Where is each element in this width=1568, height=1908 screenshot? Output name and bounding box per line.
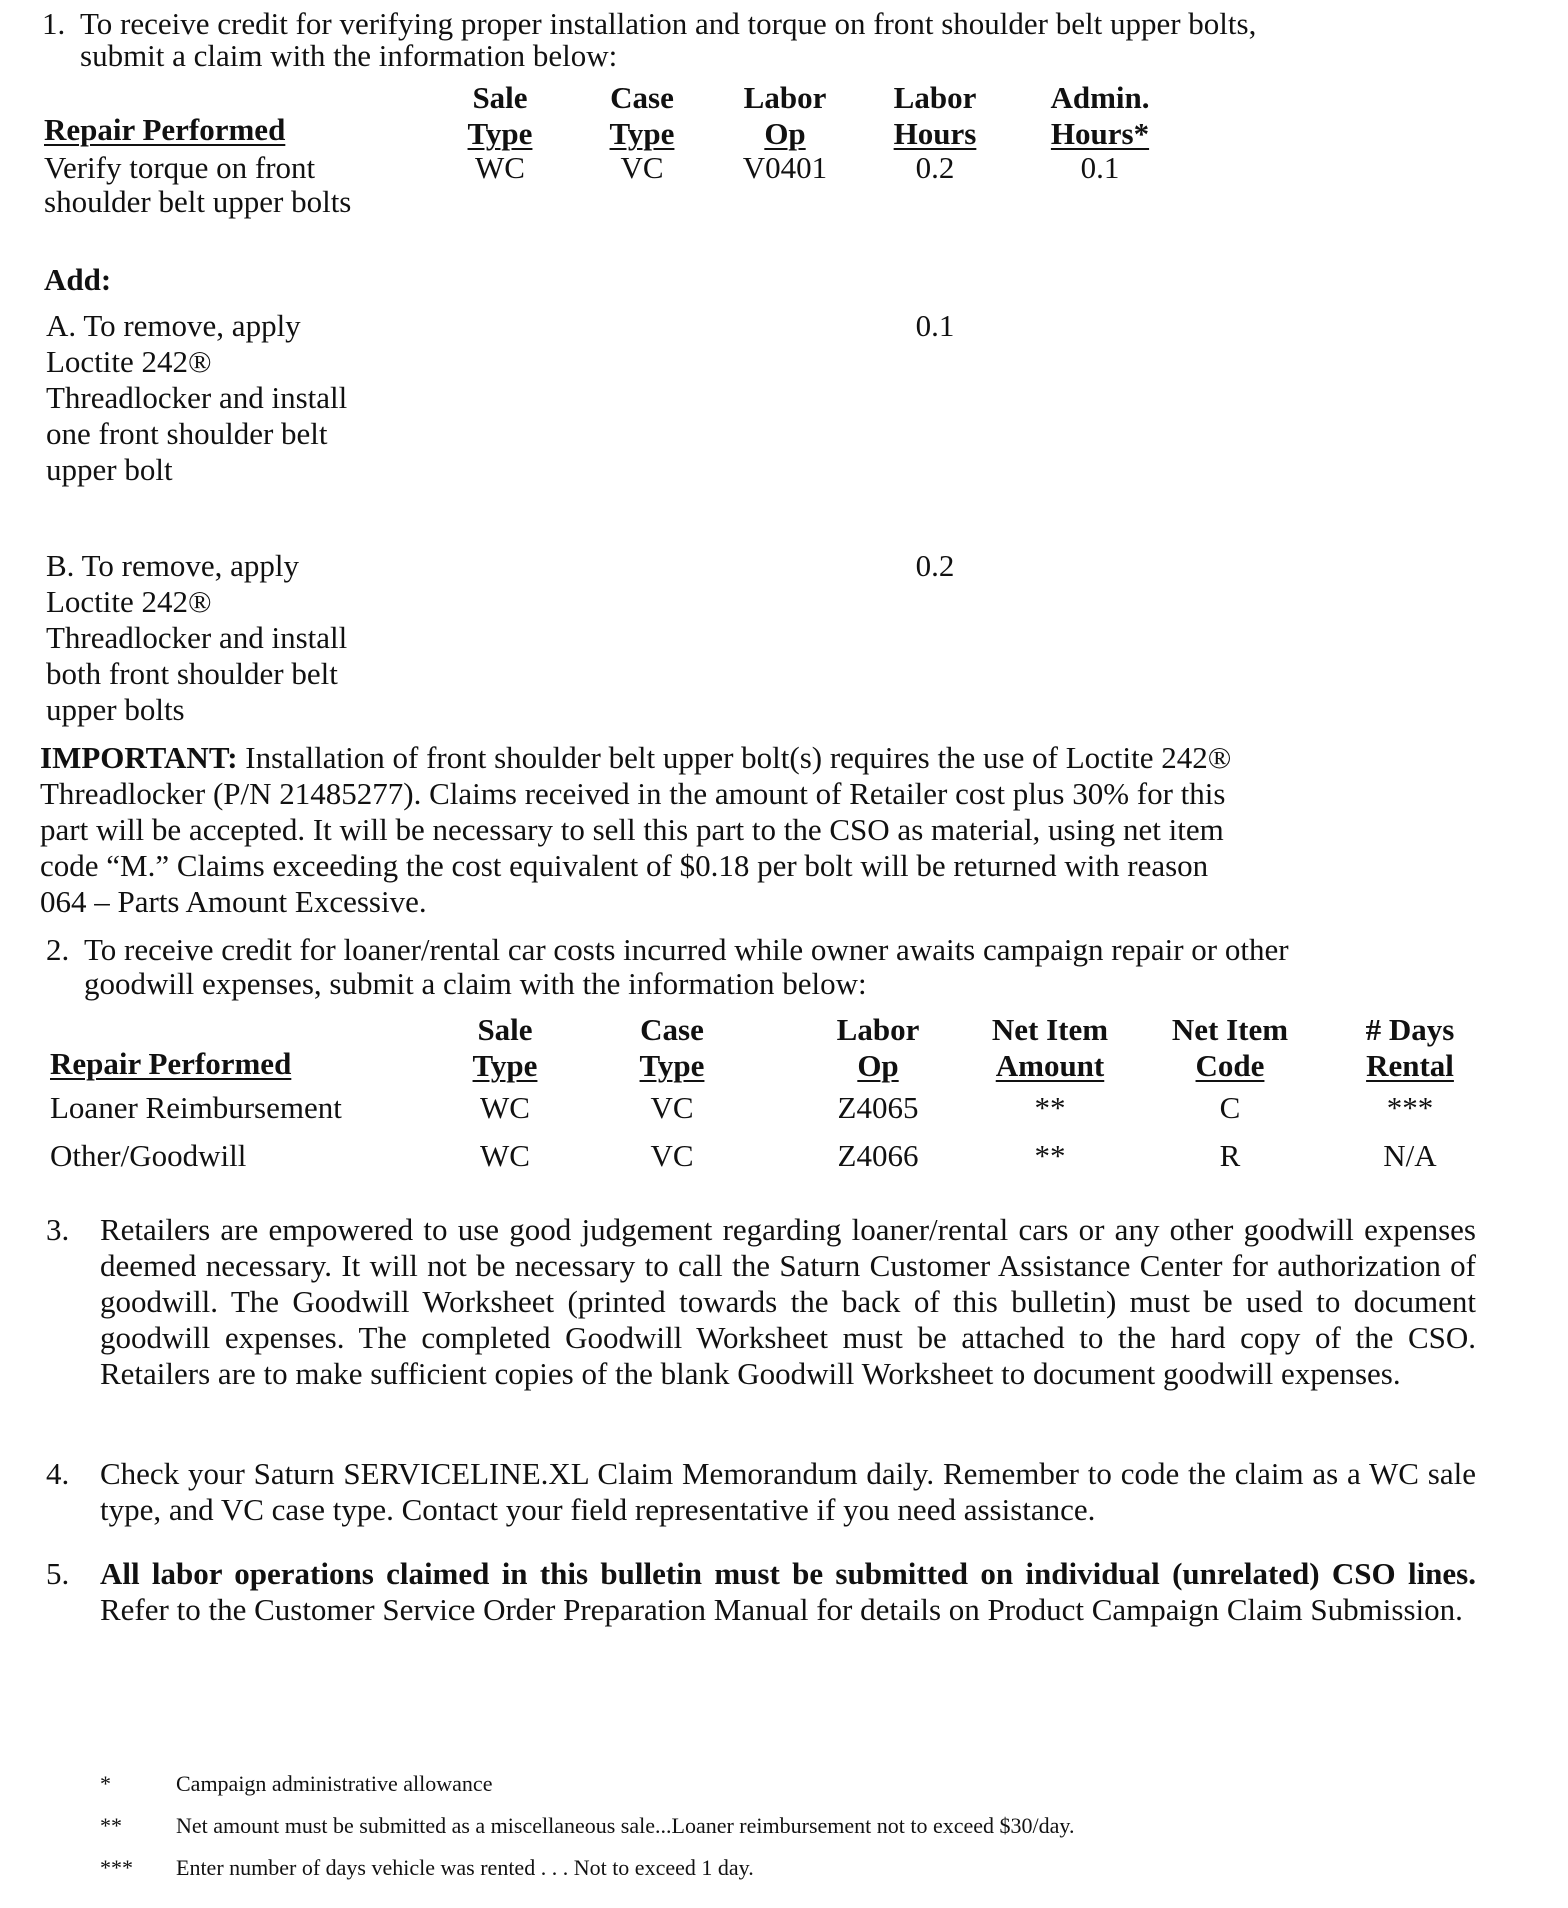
table-2-header-case-type: Case Type: [639, 1012, 705, 1083]
important-line-5: 064 – Parts Amount Excessive.: [40, 884, 427, 919]
add-a-line-4: one front shoulder belt: [46, 416, 328, 451]
item-2-number: 2.: [46, 932, 70, 967]
add-a-line-1: A. To remove, apply: [46, 308, 301, 343]
add-label: Add:: [44, 262, 112, 297]
footnote-3-mark: ***: [100, 1855, 133, 1880]
add-b-line-2: Loctite 242®: [46, 584, 212, 619]
table-2-row-1-amount: **: [1034, 1090, 1066, 1125]
table-1-header-sale-type: Sale Type: [467, 80, 533, 151]
item-2-line-1: To receive credit for loaner/rental car costs incurred while owner awaits campaign repair or other: [84, 932, 1289, 967]
add-a-hours: 0.1: [915, 308, 955, 343]
footnote-1-text: Campaign administrative allowance: [176, 1771, 493, 1796]
item-1-line-2: submit a claim with the information below:: [80, 38, 618, 73]
add-b-line-3: Threadlocker and install: [46, 620, 348, 655]
table-2-header-net-item-amount: Net Item Amount: [991, 1012, 1109, 1083]
table-2-header-labor-op: Labor Op: [836, 1012, 920, 1083]
table-2-row-1-case: VC: [650, 1090, 694, 1125]
table-2-row-2-case: VC: [650, 1138, 694, 1173]
table-2-row-2-repair: Other/Goodwill: [50, 1138, 247, 1173]
table-1-case-type: VC: [620, 150, 664, 185]
item-2-line-2: goodwill expenses, submit a claim with the information below:: [84, 966, 867, 1001]
item-5-regular-text: Refer to the Customer Service Order Preparation Manual for details on Product Campaign Claim Submission.: [100, 1592, 1463, 1627]
add-b-hours: 0.2: [915, 548, 955, 583]
table-1-repair-line-2: shoulder belt upper bolts: [44, 184, 352, 219]
table-2-row-2-code: R: [1219, 1138, 1241, 1173]
footnote-2-mark: **: [100, 1813, 122, 1838]
item-5-bold-text: All labor operations claimed in this bulletin must be submitted on individual (unrelated) CSO lines.: [100, 1556, 1476, 1591]
table-1-header-repair: Repair Performed: [44, 112, 286, 147]
table-1-labor-hours: 0.2: [915, 150, 955, 185]
table-1-header-admin-hours: Admin. Hours*: [1050, 80, 1150, 151]
table-1-sale-type: WC: [475, 150, 525, 185]
table-1-repair-line-1: Verify torque on front: [44, 150, 316, 185]
table-2-row-1-days: ***: [1386, 1090, 1434, 1125]
item-3-text: Retailers are empowered to use good judgement regarding loaner/rental cars or any other goodwill expenses deemed necessary. It will not be necessary to call the Saturn Customer Assistance Center for authorization of goodwill. The Goodwill Worksheet (printed towards the back of this bulletin) must be used to document goodwill expenses. The completed Goodwill Worksheet must be attached to the hard copy of the CSO. Retailers are to make sufficient copies of the blank Goodwill Worksheet to document goodwill expenses.: [100, 1212, 1476, 1391]
important-line-3: part will be accepted. It will be necessary to sell this part to the CSO as material, using net item: [40, 812, 1224, 847]
table-2-row-2-labor: Z4066: [837, 1138, 919, 1173]
footnote-1-mark: *: [100, 1771, 111, 1796]
table-2-row-1-labor: Z4065: [837, 1090, 919, 1125]
table-2-header-days-rental: # Days Rental: [1365, 1012, 1455, 1083]
table-2-row-1-repair: Loaner Reimbursement: [50, 1090, 342, 1125]
add-a-line-2: Loctite 242®: [46, 344, 212, 379]
important-label: IMPORTANT:: [40, 740, 238, 775]
table-2-row-2-days: N/A: [1383, 1138, 1437, 1173]
item-1-line-1: To receive credit for verifying proper installation and torque on front shoulder belt upper bolts,: [80, 6, 1257, 41]
item-3-number: 3.: [46, 1212, 70, 1247]
footnote-3-text: Enter number of days vehicle was rented . . . Not to exceed 1 day.: [176, 1855, 754, 1880]
table-2-row-2-amount: **: [1034, 1138, 1066, 1173]
add-b-line-1: B. To remove, apply: [46, 548, 299, 583]
add-b-line-4: both front shoulder belt: [46, 656, 338, 691]
table-2-header-net-item-code: Net Item Code: [1171, 1012, 1289, 1083]
item-4-text: Check your Saturn SERVICELINE.XL Claim Memorandum daily. Remember to code the claim as a WC sale type, and VC case type. Contact your field representative if you need assistance.: [100, 1456, 1476, 1527]
add-a-line-5: upper bolt: [46, 452, 173, 487]
table-1-header-labor-op: Labor Op: [743, 80, 827, 151]
table-2-row-2-sale: WC: [480, 1138, 530, 1173]
table-1-header-labor-hours: Labor Hours: [893, 80, 977, 151]
table-1-admin-hours: 0.1: [1080, 150, 1120, 185]
item-4-number: 4.: [46, 1456, 70, 1491]
item-5-number: 5.: [46, 1556, 70, 1591]
item-1-number: 1.: [42, 6, 66, 41]
footnote-2-text: Net amount must be submitted as a miscellaneous sale...Loaner reimbursement not to exceed $30/day.: [176, 1813, 1075, 1838]
table-1-header-case-type: Case Type: [609, 80, 675, 151]
table-2-row-1-sale: WC: [480, 1090, 530, 1125]
table-1-labor-op: V0401: [742, 150, 828, 185]
add-a-line-3: Threadlocker and install: [46, 380, 348, 415]
important-line-1: Installation of front shoulder belt upper bolt(s) requires the use of Loctite 242®: [237, 740, 1232, 775]
table-2-row-1-code: C: [1219, 1090, 1241, 1125]
item-5-text: [100, 1556, 1476, 1628]
table-2-header-sale-type: Sale Type: [472, 1012, 538, 1083]
important-line-2: Threadlocker (P/N 21485277). Claims received in the amount of Retailer cost plus 30% for this: [40, 776, 1226, 811]
add-b-line-5: upper bolts: [46, 692, 185, 727]
table-2-header-repair: Repair Performed: [50, 1046, 292, 1081]
important-line-4: code “M.” Claims exceeding the cost equivalent of $0.18 per bolt will be returned with reason: [40, 848, 1209, 883]
